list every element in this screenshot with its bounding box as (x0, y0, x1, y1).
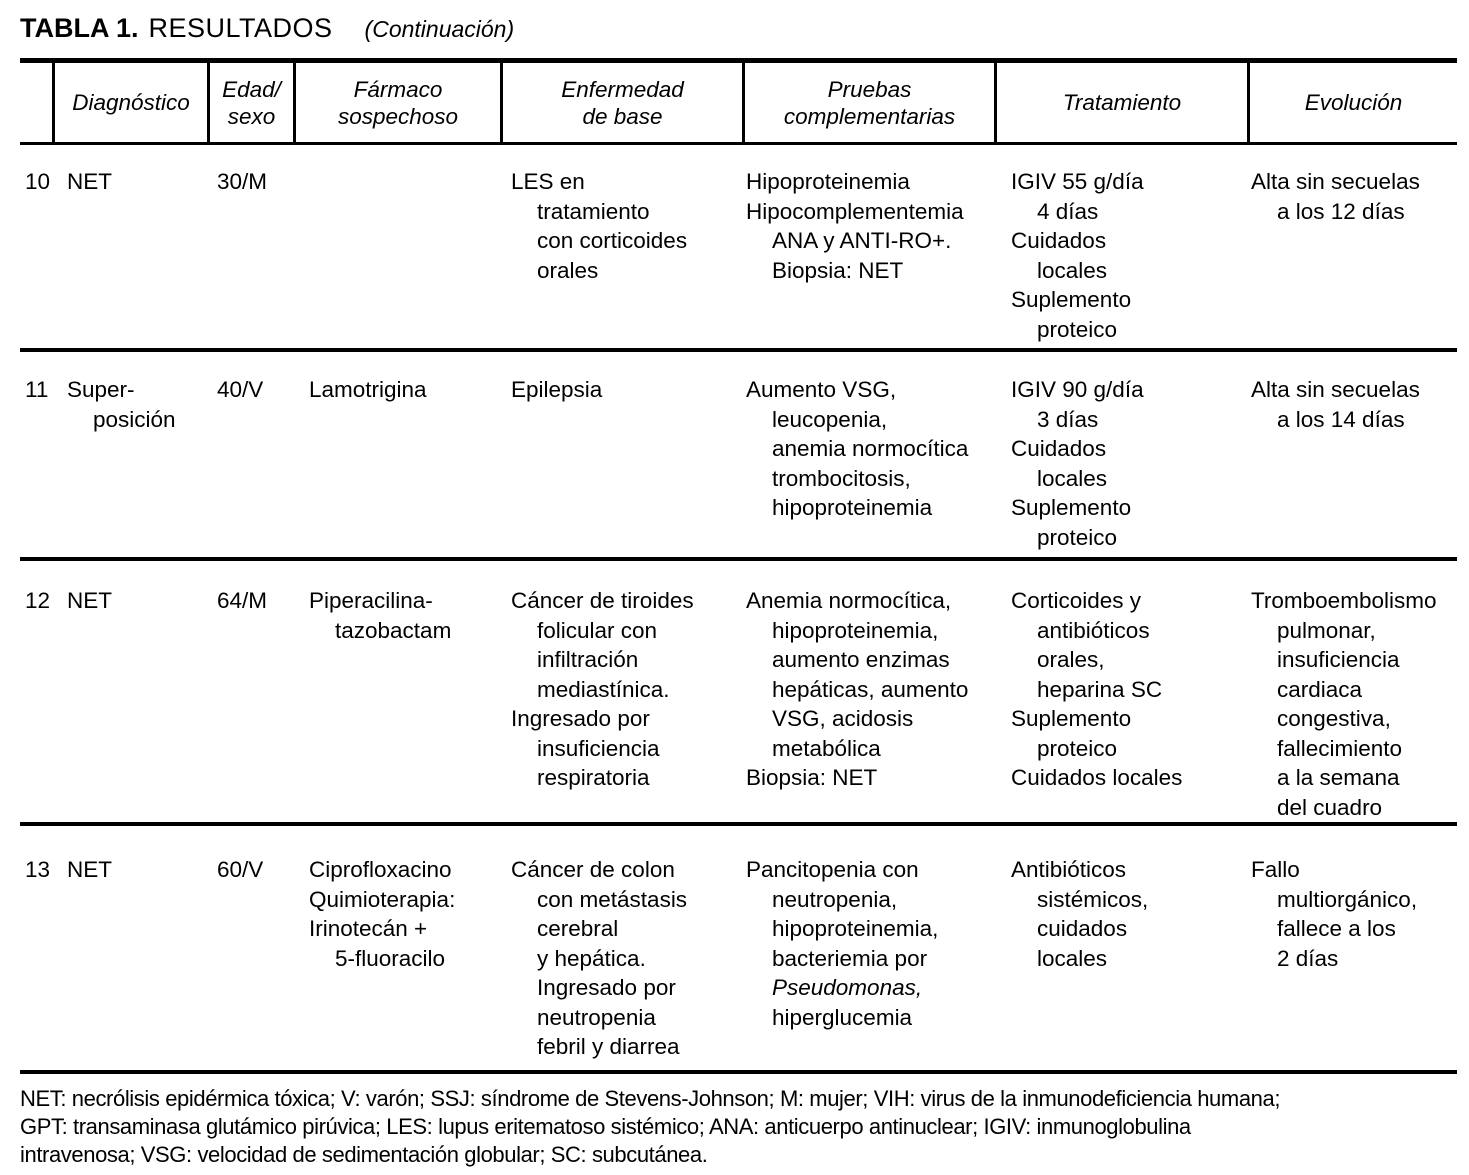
cell-line: fallece a los (1277, 916, 1396, 941)
table-footnote (20, 1074, 1457, 1169)
cell-line: congestiva, (1277, 706, 1391, 731)
cell-line: leucopenia, (772, 406, 888, 432)
cell-line: tazobactam (335, 617, 452, 643)
cell-line: infiltración (537, 647, 639, 672)
table-title (20, 13, 1457, 58)
cell-line: hipoproteinemia, (772, 916, 939, 941)
cell-line: Alta sin secuelas (1251, 377, 1420, 402)
column-header-line: Pruebas (827, 76, 912, 102)
footnote-line: intravenosa; VSG: velocidad de sedimentación globular; SC: subcutánea. (20, 1141, 708, 1167)
cell-line: Alta sin secuelas (1251, 169, 1420, 194)
column-header-edad_sexo (210, 63, 296, 142)
cell-line: 10 (25, 169, 51, 194)
cell-num (20, 586, 55, 822)
cell-line: multiorgánico, (1277, 886, 1418, 912)
cell-line: a la semana (1277, 765, 1400, 790)
column-header-pruebas (745, 63, 997, 142)
cell-line: 5-fluoracilo (335, 945, 446, 971)
cell-line: Suplemento (1011, 287, 1132, 312)
column-header-line: Tratamiento (1062, 90, 1182, 115)
table-title-continuation: (Continuación) (364, 16, 515, 42)
results-table (20, 58, 1457, 1074)
cell-line: cuidados (1037, 916, 1128, 941)
cell-line: Fallo (1251, 857, 1300, 882)
cell-num (20, 375, 55, 552)
cell-line: IGIV 55 g/día (1011, 169, 1144, 194)
cell-line: 11 (25, 377, 49, 402)
footnote-line: NET: necrólisis epidérmica tóxica; V: varón; SSJ: síndrome de Stevens-Johnson; M: mujer; VIH: virus de la inmunodeficiencia humana; (20, 1085, 1281, 1111)
table-body (20, 145, 1457, 1074)
column-header-line: sexo (227, 103, 276, 129)
cell-line: hepáticas, aumento (772, 676, 969, 702)
cell-line: Biopsia: NET (746, 765, 878, 790)
column-header-line: de base (582, 103, 663, 129)
cell-line: aumento enzimas (772, 647, 950, 672)
cell-line: Super- (67, 377, 135, 402)
cell-line: sistémicos, (1037, 886, 1149, 912)
cell-line: locales (1037, 945, 1108, 971)
cell-farmaco (296, 586, 503, 822)
cell-line: orales (537, 257, 599, 283)
column-header-line: complementarias (783, 103, 956, 129)
cell-line: del cuadro (1277, 794, 1383, 820)
cell-line: Aumento VSG, (746, 377, 897, 402)
cell-line: Epilepsia (511, 377, 603, 402)
cell-line: insuficiencia (1277, 647, 1400, 672)
cell-line: VSG, acidosis (772, 706, 914, 731)
cell-line: Cuidados (1011, 228, 1107, 253)
cell-line: NET (67, 169, 112, 194)
cell-line: 13 (25, 857, 51, 882)
table-title-label: TABLA 1. (20, 13, 139, 43)
cell-line: Ingresado por (537, 975, 676, 1000)
cell-line: mediastínica. (537, 676, 670, 702)
cell-line: Pseudomonas, (772, 975, 923, 1000)
column-header-line: sospechoso (337, 103, 459, 129)
cell-line: 12 (25, 588, 51, 613)
column-header-line: Enfermedad (561, 76, 684, 102)
cell-line: fallecimiento (1277, 735, 1403, 761)
cell-line: Cáncer de colon (511, 857, 675, 882)
cell-line: Hipocomplementemia (746, 198, 964, 224)
cell-line: cardiaca (1277, 676, 1363, 702)
cell-enfermedad (503, 855, 745, 1062)
column-header-line: Diagnóstico (72, 90, 190, 115)
cell-line: Irinotecán + (309, 916, 428, 941)
cell-evolucion (1250, 375, 1457, 552)
cell-line: orales, (1037, 647, 1105, 672)
cell-farmaco (296, 855, 503, 1062)
table-header-row (20, 58, 1457, 145)
cell-line: antibióticos (1037, 617, 1150, 643)
cell-line: metabólica (772, 735, 881, 761)
table-row (20, 561, 1457, 826)
table-row (20, 145, 1457, 352)
cell-line: pulmonar, (1277, 617, 1376, 643)
cell-line: locales (1037, 465, 1108, 491)
cell-line: heparina SC (1037, 676, 1163, 702)
cell-farmaco (296, 375, 503, 552)
cell-line: 4 días (1037, 198, 1099, 224)
cell-num (20, 855, 55, 1062)
cell-line: 60/V (217, 857, 264, 882)
cell-tratamiento (997, 375, 1250, 552)
cell-enfermedad (503, 586, 745, 822)
cell-line: bacteriemia por (772, 945, 928, 971)
cell-line: Ciprofloxacino (309, 857, 452, 882)
column-header-evolucion (1250, 63, 1457, 142)
cell-line: Cáncer de tiroides (511, 588, 694, 613)
cell-line: neutropenia (537, 1004, 656, 1030)
cell-line: Antibióticos (1011, 857, 1127, 882)
cell-line: neutropenia, (772, 886, 898, 912)
cell-line: a los 12 días (1277, 198, 1405, 224)
cell-line: posición (93, 406, 176, 432)
cell-line: Cuidados locales (1011, 765, 1183, 790)
table-row (20, 826, 1457, 1074)
cell-line: LES en (511, 169, 585, 194)
cell-line: locales (1037, 257, 1108, 283)
cell-diagnostico (55, 375, 210, 552)
cell-tratamiento (997, 855, 1250, 1062)
cell-line: Corticoides y (1011, 588, 1142, 613)
cell-line: IGIV 90 g/día (1011, 377, 1144, 402)
cell-line: Lamotrigina (309, 377, 427, 402)
cell-line: Anemia normocítica, (746, 588, 952, 613)
cell-line: trombocitosis, (772, 465, 911, 491)
cell-line: insuficiencia (537, 735, 660, 761)
cell-line: 40/V (217, 377, 264, 402)
cell-line: proteico (1037, 316, 1118, 342)
cell-line: NET (67, 588, 112, 613)
cell-line: proteico (1037, 735, 1118, 761)
cell-line: Suplemento (1011, 495, 1132, 520)
cell-evolucion (1250, 167, 1457, 344)
cell-tratamiento (997, 586, 1250, 822)
cell-num (20, 167, 55, 344)
cell-diagnostico (55, 586, 210, 822)
column-header-num (20, 63, 55, 142)
cell-line: y hepática. (537, 945, 646, 971)
cell-line: NET (67, 857, 112, 882)
cell-enfermedad (503, 167, 745, 344)
cell-diagnostico (55, 855, 210, 1062)
cell-farmaco (296, 167, 503, 344)
cell-pruebas (745, 167, 997, 344)
cell-line: 3 días (1037, 406, 1099, 432)
cell-enfermedad (503, 375, 745, 552)
cell-line: Hipoproteinemia (746, 169, 910, 194)
column-header-line: Edad/ (222, 76, 281, 102)
cell-line: tratamiento (537, 198, 650, 224)
cell-pruebas (745, 586, 997, 822)
cell-line: con metástasis (537, 886, 688, 912)
table-title-text: RESULTADOS (148, 13, 333, 43)
cell-edad_sexo (210, 855, 296, 1062)
cell-tratamiento (997, 167, 1250, 344)
table-row (20, 352, 1457, 561)
cell-line: respiratoria (537, 765, 650, 790)
column-header-enfermedad (503, 63, 745, 142)
cell-line: febril y diarrea (537, 1034, 680, 1059)
column-header-line: Evolución (1304, 90, 1403, 115)
cell-line: 2 días (1277, 945, 1339, 971)
cell-line: Tromboembolismo (1251, 588, 1437, 613)
column-header-farmaco (296, 63, 503, 142)
cell-line: con corticoides (537, 228, 688, 253)
cell-line: Ingresado por (511, 706, 650, 731)
cell-line: Cuidados (1011, 436, 1107, 461)
cell-line: cerebral (537, 916, 619, 941)
cell-evolucion (1250, 855, 1457, 1062)
cell-pruebas (745, 375, 997, 552)
column-header-line: Fármaco (353, 76, 443, 102)
cell-line: Suplemento (1011, 706, 1132, 731)
cell-edad_sexo (210, 375, 296, 552)
cell-line: Quimioterapia: (309, 886, 456, 912)
cell-line: proteico (1037, 524, 1118, 550)
cell-line: ANA y ANTI-RO+. (772, 228, 952, 253)
cell-evolucion (1250, 586, 1457, 822)
cell-line: 30/M (217, 169, 268, 194)
cell-line: hipoproteinemia (772, 495, 933, 520)
cell-line: Pancitopenia con (746, 857, 919, 882)
cell-line: a los 14 días (1277, 406, 1405, 432)
cell-line: anemia normocítica (772, 436, 969, 461)
cell-line: hipoproteinemia, (772, 617, 939, 643)
cell-line: hiperglucemia (772, 1004, 913, 1030)
column-header-tratamiento (997, 63, 1250, 142)
cell-diagnostico (55, 167, 210, 344)
cell-line: 64/M (217, 588, 268, 613)
column-header-diagnostico (55, 63, 210, 142)
cell-line: folicular con (537, 617, 658, 643)
cell-edad_sexo (210, 167, 296, 344)
cell-line: Biopsia: NET (772, 257, 904, 283)
cell-line: Piperacilina- (309, 588, 433, 613)
footnote-line: GPT: transaminasa glutámico pirúvica; LES: lupus eritematoso sistémico; ANA: anticuerpo antinuclear; IGIV: inmunoglobulina (20, 1113, 1191, 1139)
cell-edad_sexo (210, 586, 296, 822)
cell-pruebas (745, 855, 997, 1062)
